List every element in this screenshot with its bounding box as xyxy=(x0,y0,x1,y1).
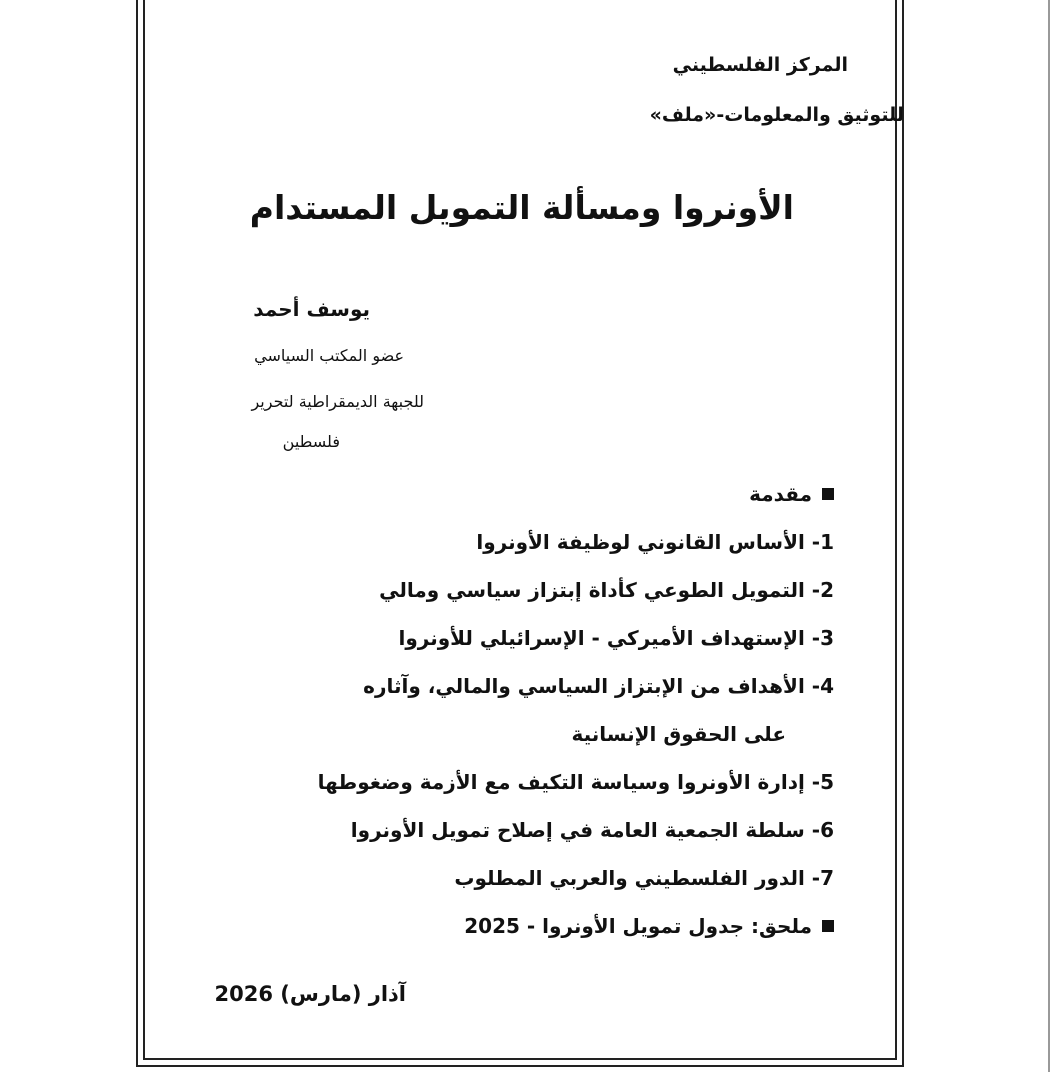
toc-item-introduction xyxy=(318,470,834,518)
toc-item-7 xyxy=(318,854,834,902)
toc-item-label: 1- الأساس القانوني لوظيفة الأونروا xyxy=(476,530,834,554)
toc-item-label: 2- التمويل الطوعي كأداة إبتزاز سياسي ومالي xyxy=(379,578,834,602)
organization-name-line1: المركز الفلسطيني xyxy=(672,54,848,76)
toc-item-4 xyxy=(318,662,834,710)
toc-item-label: 3- الإستهداف الأميركي - الإسرائيلي للأونروا xyxy=(398,626,834,650)
toc-item-4-continued xyxy=(318,710,834,758)
author-role-line3: فلسطين xyxy=(282,432,340,451)
publication-date: آذار (مارس) 2026 xyxy=(214,982,406,1006)
toc-item-label: على الحقوق الإنسانية xyxy=(571,722,786,746)
toc-item-label: 6- سلطة الجمعية العامة في إصلاح تمويل الأونروا xyxy=(350,818,834,842)
toc-item-5 xyxy=(318,758,834,806)
toc-item-appendix xyxy=(318,902,834,950)
author-role-line2: للجبهة الديمقراطية لتحرير xyxy=(251,392,424,411)
toc-item-6 xyxy=(318,806,834,854)
author-name: يوسف أحمد xyxy=(253,297,370,321)
toc-item-label: مقدمة xyxy=(749,482,812,506)
toc-item-3 xyxy=(318,614,834,662)
author-role-line1: عضو المكتب السياسي xyxy=(254,346,404,365)
square-bullet-icon xyxy=(822,488,834,500)
toc-item-2 xyxy=(318,566,834,614)
toc-item-label: ملحق: جدول تمويل الأونروا - 2025 xyxy=(464,914,812,938)
toc-item-label: 5- إدارة الأونروا وسياسة التكيف مع الأزمة وضغوطها xyxy=(317,770,834,794)
toc-item-label: 4- الأهداف من الإبتزاز السياسي والمالي، وآثاره xyxy=(363,674,834,698)
toc-item-label: 7- الدور الفلسطيني والعربي المطلوب xyxy=(454,866,834,890)
square-bullet-icon xyxy=(822,920,834,932)
document-title: الأونروا ومسألة التمويل المستدام xyxy=(249,188,794,227)
organization-name-line2: للتوثيق والمعلومات-«ملف» xyxy=(649,104,904,126)
table-of-contents xyxy=(318,470,834,950)
toc-item-1 xyxy=(318,518,834,566)
